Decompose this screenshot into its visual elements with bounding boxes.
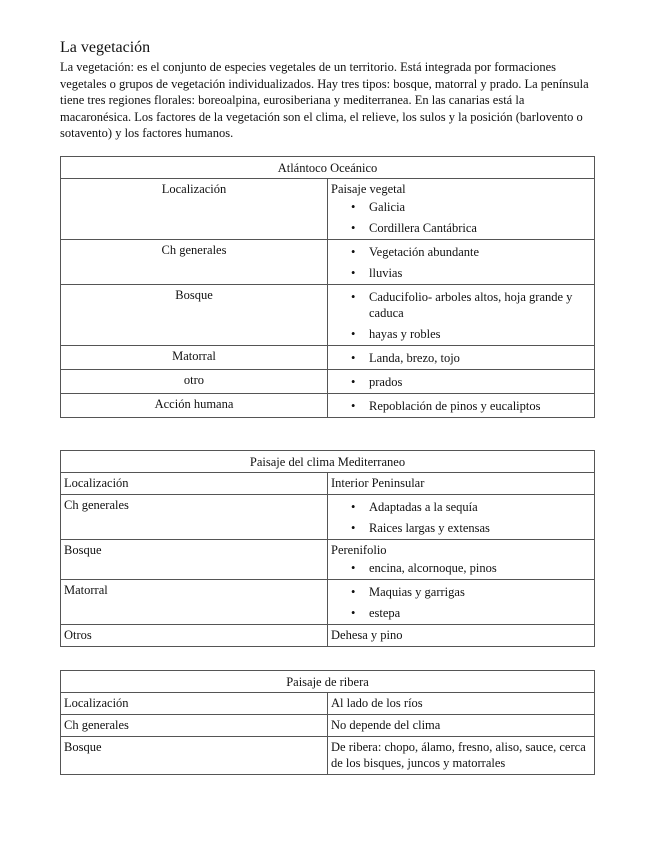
list-item: • Galicia xyxy=(331,199,591,215)
document-body xyxy=(60,38,595,142)
bullet-list xyxy=(331,499,591,536)
row-label: Localización xyxy=(61,693,328,715)
intro-paragraph: La vegetación: es el conjunto de especies vegetales de un territorio. Está integrada por formaciones vegetales o grupos de vegetación individualizados. Hay tres tipos: bosque, matorral y prado. La península tiene tres regiones florales: boreoalpina, eurosiberiana y mediterranea. En las canarias está la macaronésica. Los factores de la vegetación son el clima, el relieve, los sulos y la posición (barlovento o sotavento) y los factores humanos. xyxy=(60,60,589,140)
list-item: • Raices largas y extensas xyxy=(331,520,591,536)
row-label: Matorral xyxy=(61,580,328,625)
list-item: • Adaptadas a la sequía xyxy=(331,499,591,515)
row-content xyxy=(328,394,595,418)
table-mediterraneo xyxy=(60,450,595,647)
table-header-row xyxy=(61,671,595,693)
row-label: Ch generales xyxy=(61,495,328,540)
table-header: Atlántoco Oceánico xyxy=(61,157,595,179)
table-ribera xyxy=(60,670,595,775)
table-header: Paisaje del clima Mediterraneo xyxy=(61,451,595,473)
bullet-list xyxy=(331,374,591,390)
table-row xyxy=(61,693,595,715)
list-item: • Repoblación de pinos y eucaliptos xyxy=(331,398,591,414)
row-label: Ch generales xyxy=(61,715,328,737)
row-content: Al lado de los ríos xyxy=(328,693,595,715)
row-label: otro xyxy=(61,370,328,394)
row-content xyxy=(328,370,595,394)
column-title: Paisaje vegetal xyxy=(331,182,406,196)
table-row xyxy=(61,540,595,580)
row-content: Interior Peninsular xyxy=(328,473,595,495)
bullet-list xyxy=(331,584,591,621)
row-content xyxy=(328,240,595,285)
table-row xyxy=(61,394,595,418)
row-content: De ribera: chopo, álamo, fresno, aliso, sauce, cerca de los bisques, juncos y matorrales xyxy=(328,737,595,775)
table-row xyxy=(61,737,595,775)
table-row xyxy=(61,495,595,540)
table-row xyxy=(61,240,595,285)
bullet-list xyxy=(331,350,591,366)
table-header-row xyxy=(61,451,595,473)
table-row xyxy=(61,473,595,495)
list-item: • hayas y robles xyxy=(331,326,591,342)
row-text: Perenifolio xyxy=(331,543,387,557)
table-row xyxy=(61,285,595,346)
row-label: Acción humana xyxy=(61,394,328,418)
row-label: Matorral xyxy=(61,346,328,370)
row-label: Bosque xyxy=(61,540,328,580)
page-title: La vegetación xyxy=(60,39,151,56)
bullet-list xyxy=(331,398,591,414)
list-item: • Maquias y garrigas xyxy=(331,584,591,600)
list-item: • lluvias xyxy=(331,265,591,281)
table-atlantico-oceanico xyxy=(60,156,595,418)
table-row xyxy=(61,580,595,625)
row-label: Bosque xyxy=(61,737,328,775)
row-content xyxy=(328,346,595,370)
row-content: No depende del clima xyxy=(328,715,595,737)
list-item: • Caducifolio- arboles altos, hoja grande y caduca xyxy=(331,289,591,321)
table-row xyxy=(61,179,595,240)
row-label: Localización xyxy=(61,473,328,495)
bullet-list xyxy=(331,560,591,576)
table-header-row xyxy=(61,157,595,179)
row-label: Localización xyxy=(61,179,328,240)
table-row xyxy=(61,370,595,394)
row-content xyxy=(328,179,595,240)
row-content xyxy=(328,540,595,580)
list-item: • Landa, brezo, tojo xyxy=(331,350,591,366)
bullet-list xyxy=(331,289,591,342)
table-row xyxy=(61,346,595,370)
list-item: • encina, alcornoque, pinos xyxy=(331,560,591,576)
row-content: Dehesa y pino xyxy=(328,625,595,647)
table-row xyxy=(61,715,595,737)
row-content xyxy=(328,285,595,346)
list-item: • estepa xyxy=(331,605,591,621)
bullet-list xyxy=(331,199,591,236)
row-label: Otros xyxy=(61,625,328,647)
row-content xyxy=(328,495,595,540)
row-label: Bosque xyxy=(61,285,328,346)
list-item: • Cordillera Cantábrica xyxy=(331,220,591,236)
row-label: Ch generales xyxy=(61,240,328,285)
list-item: • prados xyxy=(331,374,591,390)
table-row xyxy=(61,625,595,647)
table-header: Paisaje de ribera xyxy=(61,671,595,693)
row-content xyxy=(328,580,595,625)
bullet-list xyxy=(331,244,591,281)
list-item: • Vegetación abundante xyxy=(331,244,591,260)
